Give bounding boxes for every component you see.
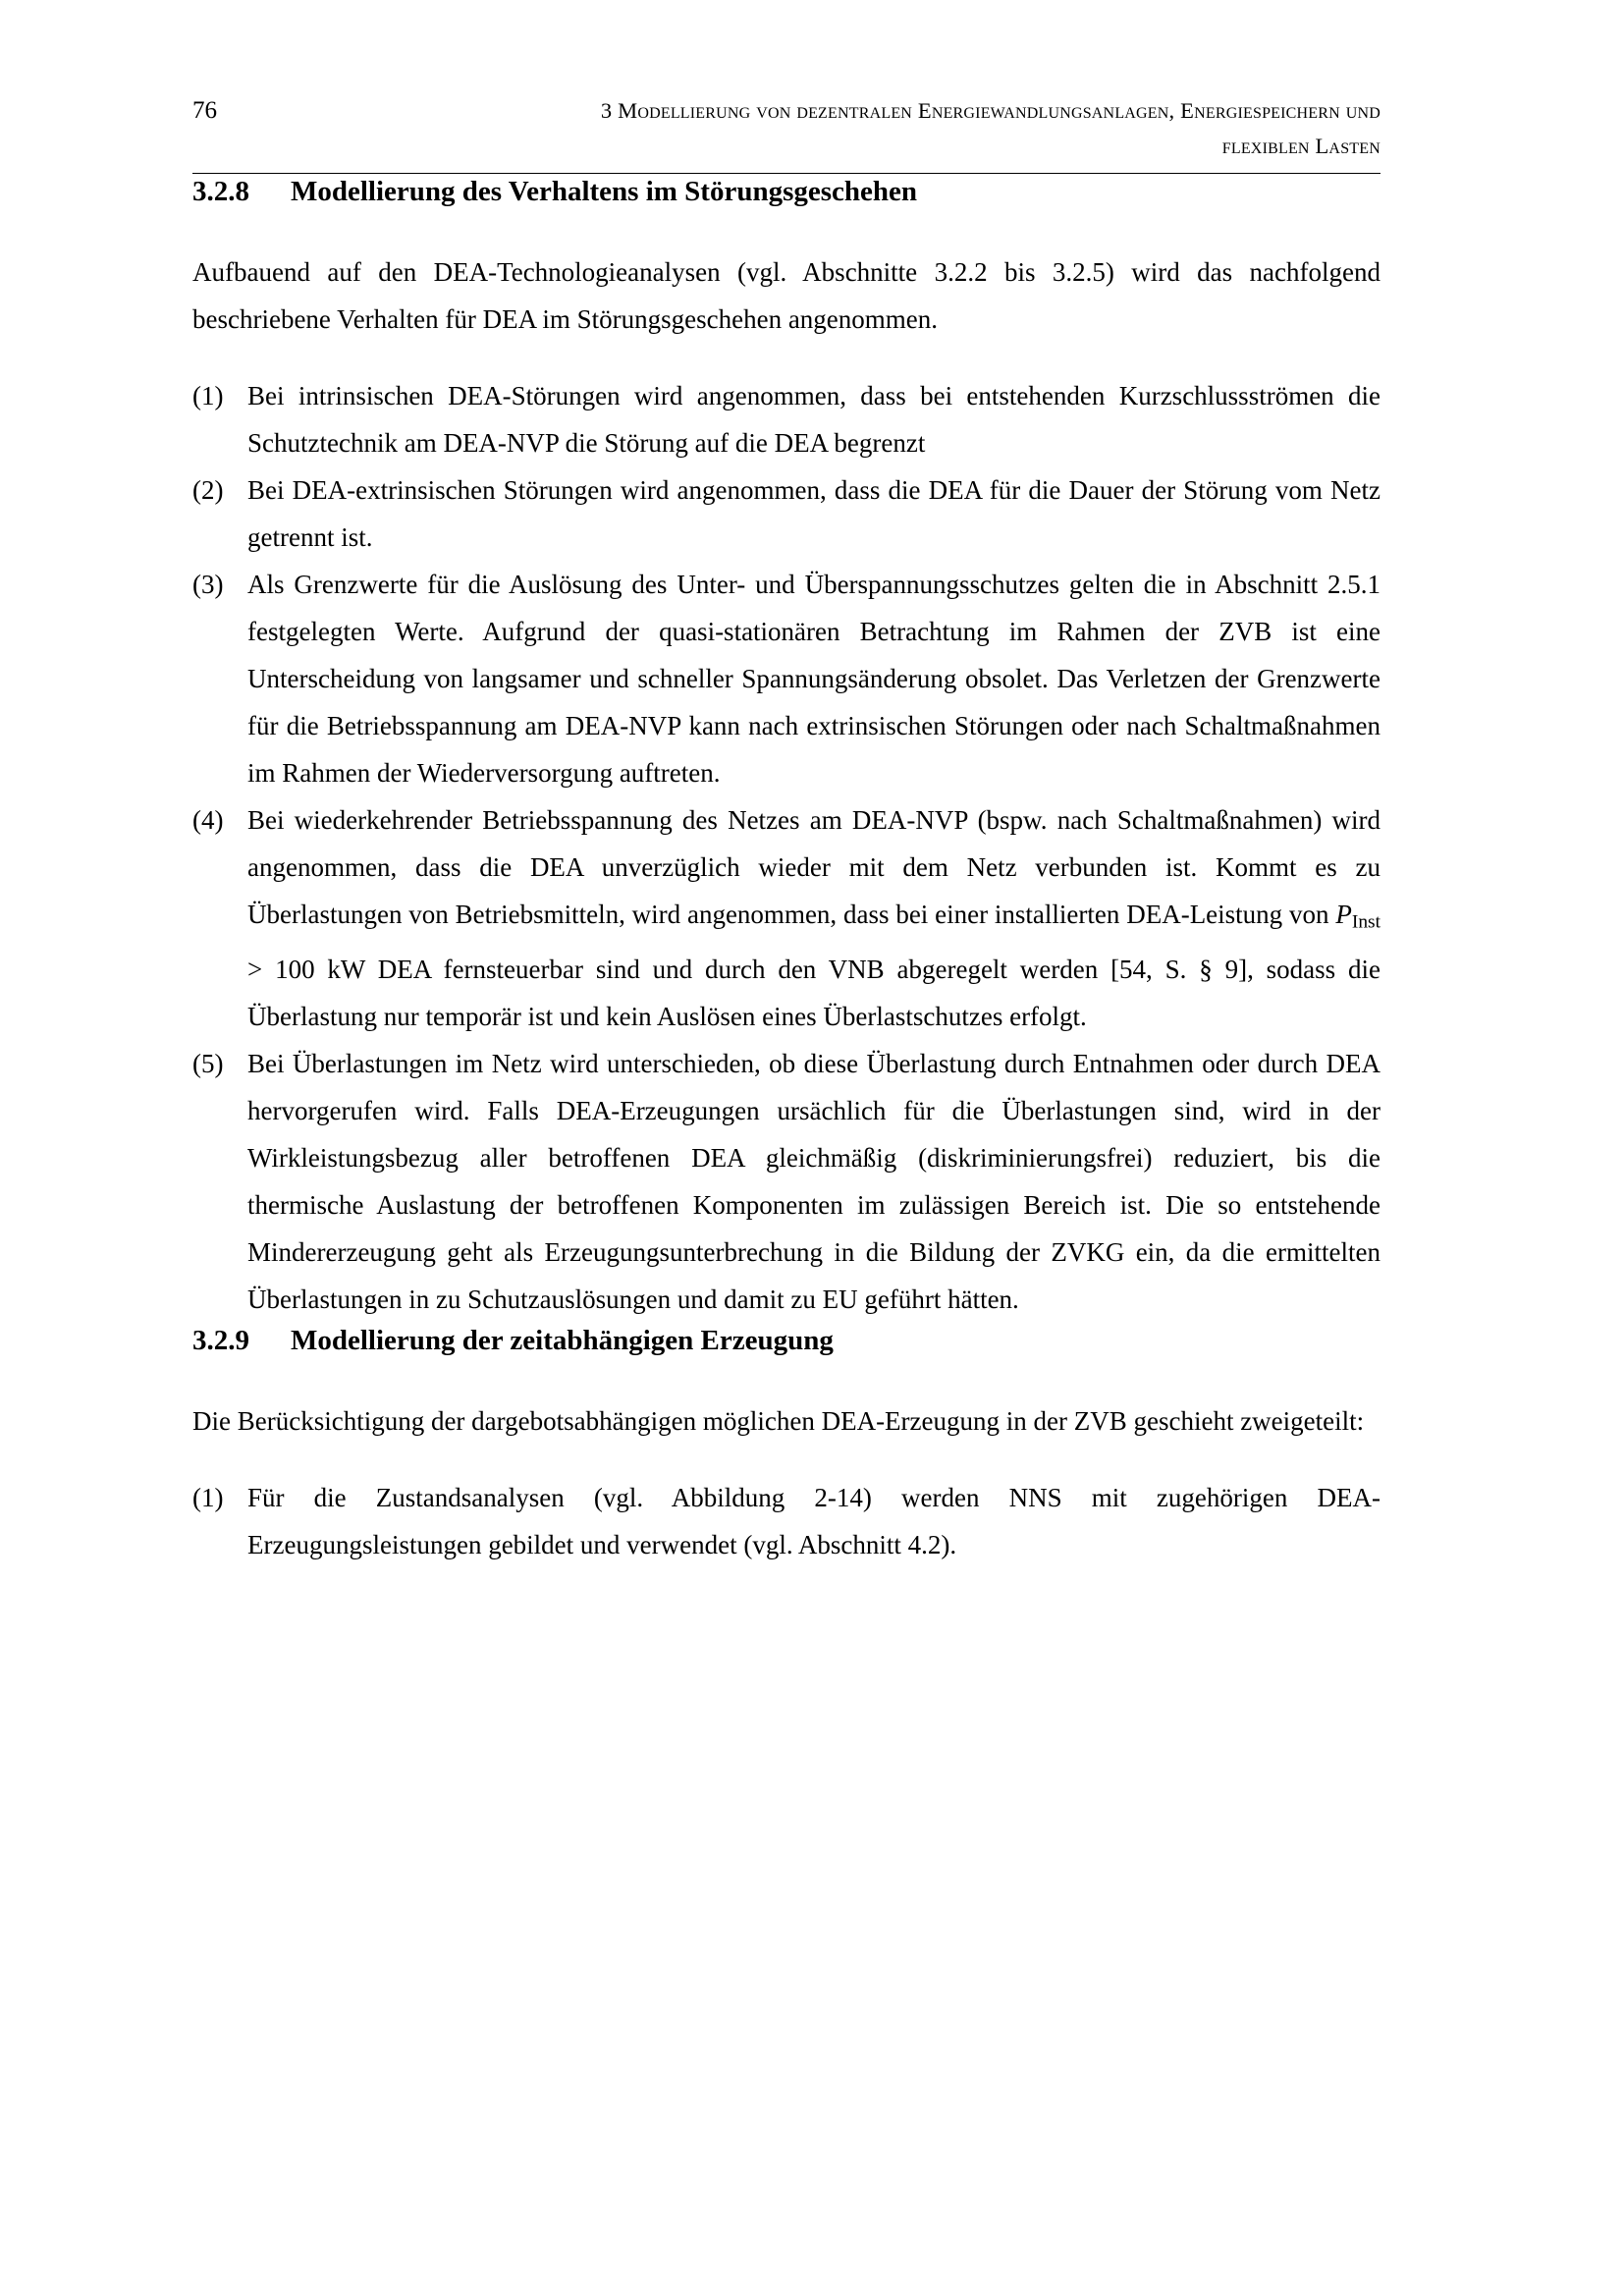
list-item xyxy=(192,1040,1380,1323)
section-title-329: Modellierung der zeitabhängigen Erzeugung xyxy=(291,1325,834,1357)
section-heading-329 xyxy=(192,1323,1380,1358)
list-item-text: Als Grenzwerte für die Auslösung des Unter- und Überspannungsschutzes gelten die in Abschnitt 2.5.1 festgelegten Werte. Aufgrund der quasi-stationären Betrachtung im Rahmen der ZVB ist eine Unterscheidung von langsamer und schneller Spannungsänderung obsolet. Das Verletzen der Grenzwerte für die Betriebsspannung am DEA-NVP kann nach extrinsischen Störungen oder nach Schaltmaßnahmen im Rahmen der Wiederversorgung auftreten. xyxy=(247,570,1380,788)
list-item xyxy=(192,796,1380,1040)
running-header-title-line1: 3 Modellierung von dezentralen Energiewandlungsanlagen, Energiespeichern und xyxy=(600,98,1380,123)
list-item xyxy=(192,1474,1380,1568)
list-item-text: Bei intrinsischen DEA-Störungen wird angenommen, dass bei entstehenden Kurzschlussströmen die Schutztechnik am DEA-NVP die Störung auf die DEA begrenzt xyxy=(247,381,1380,458)
list-item-text xyxy=(247,796,1380,1040)
symbol-p-inst-subscript: Inst xyxy=(1351,911,1380,933)
section-number-328: 3.2.8 xyxy=(192,176,249,207)
page-number: 76 xyxy=(192,97,217,124)
list-item-marker: (5) xyxy=(192,1049,224,1079)
section-title-328: Modellierung des Verhaltens im Störungsgeschehen xyxy=(291,176,918,207)
section-328-list xyxy=(192,372,1380,1323)
list-item xyxy=(192,561,1380,796)
list-item-marker: (2) xyxy=(192,475,224,505)
list-item-marker: (3) xyxy=(192,570,224,599)
running-header-title-line2: flexiblen Lasten xyxy=(1221,134,1380,158)
list-item-marker: (1) xyxy=(192,381,224,410)
list-item xyxy=(192,372,1380,466)
list-item-text: Für die Zustandsanalysen (vgl. Abbildung 2-14) werden NNS mit zugehörigen DEA-Erzeugungsleistungen gebildet und verwendet (vgl. Abschnitt 4.2). xyxy=(247,1483,1380,1560)
running-header-title xyxy=(300,93,1380,164)
page-content xyxy=(192,93,1380,1568)
list-item-marker: (1) xyxy=(192,1483,224,1513)
section-329-list xyxy=(192,1474,1380,1568)
list-item-text-part2: > 100 kW DEA fernsteuerbar sind und durch den VNB abgeregelt werden [54, S. § 9], sodass die Überlastung nur temporär ist und kein Auslösen eines Überlastschutzes erfolgt. xyxy=(247,955,1380,1032)
section-329-intro-paragraph: Die Berücksichtigung der dargebotsabhängigen möglichen DEA-Erzeugung in der ZVB geschieht zweigeteilt: xyxy=(192,1406,1365,1437)
list-item-text-part1: Bei wiederkehrender Betriebsspannung des Netzes am DEA-NVP (bspw. nach Schaltmaßnahmen) wird angenommen, dass die DEA unverzüglich wieder mit dem Netz verbunden ist. Kommt es zu Überlastungen von Betriebsmitteln, wird angenommen, dass bei einer installierten DEA-Leistung von xyxy=(247,805,1380,929)
list-item-text: Bei Überlastungen im Netz wird unterschieden, ob diese Überlastung durch Entnahmen oder durch DEA hervorgerufen wird. Falls DEA-Erzeugungen ursächlich für die Überlastungen sind, wird in der Wirkleistungsbezug aller betroffenen DEA gleichmäßig (diskriminierungsfrei) reduziert, bis die thermische Auslastung der betroffenen Komponenten im zulässigen Bereich ist. Die so entstehende Mindererzeugung geht als Erzeugungsunterbrechung in die Bildung der ZVKG ein, da die ermittelten Überlastungen in zu Schutzauslösungen und damit zu EU geführt hätten. xyxy=(247,1049,1380,1315)
running-header xyxy=(192,93,1380,174)
list-item xyxy=(192,466,1380,561)
list-item-marker: (4) xyxy=(192,805,224,835)
section-heading-328 xyxy=(192,174,1380,209)
list-item-text: Bei DEA-extrinsischen Störungen wird angenommen, dass die DEA für die Dauer der Störung vom Netz getrennt ist. xyxy=(247,475,1380,552)
symbol-p-inst: P xyxy=(1335,900,1352,929)
section-328-intro-paragraph: Aufbauend auf den DEA-Technologieanalysen (vgl. Abschnitte 3.2.2 bis 3.2.5) wird das nachfolgend beschriebene Verhalten für DEA im Störungsgeschehen angenommen. xyxy=(192,257,1380,334)
section-number-329: 3.2.9 xyxy=(192,1325,249,1357)
